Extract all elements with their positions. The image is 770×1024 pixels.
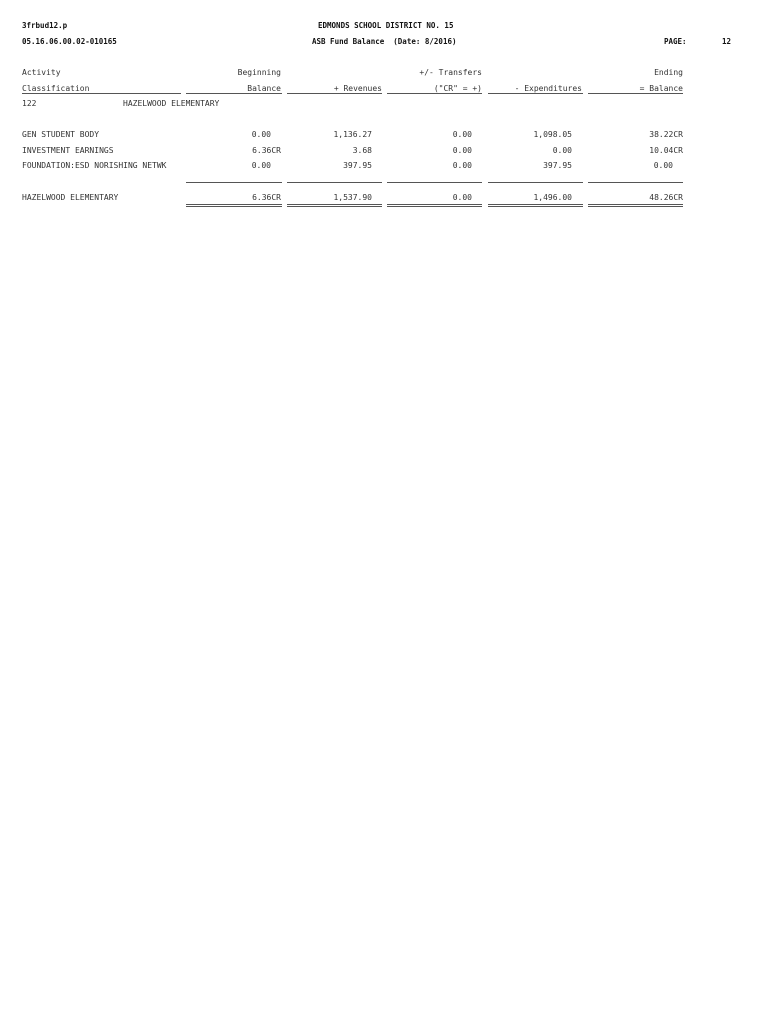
total-expenditures: 1,496.00 [533,193,572,202]
col-ending-header: Ending [654,68,683,77]
header-underline [488,93,583,94]
report-title: ASB Fund Balance (Date: 8/2016) [312,37,457,46]
district-name: EDMONDS SCHOOL DISTRICT NO. 15 [318,21,454,30]
row-beginning: 0.00 [251,130,271,139]
subtotal-rule [186,182,282,183]
subtotal-rule [588,182,683,183]
col-cr-header: ("CR" = +) [433,84,482,93]
col-ending-balance-header: = Balance [639,84,683,93]
row-beginning: 0.00 [251,161,271,170]
total-double-rule [186,204,282,207]
col-expenditures-header: - Expenditures [514,84,582,93]
program-name: 3frbud12.p [22,21,68,30]
row-beginning: 6.36CR [252,146,281,155]
total-double-rule [588,204,683,207]
subtotal-rule [387,182,482,183]
row-transfers: 0.00 [452,161,472,170]
version-code: 05.16.06.00.02-010165 [22,37,117,46]
subtotal-rule [488,182,583,183]
total-double-rule [287,204,382,207]
row-transfers: 0.00 [452,146,472,155]
total-double-rule [488,204,583,207]
header-underline [588,93,683,94]
group-name: HAZELWOOD ELEMENTARY [123,99,220,108]
total-transfers: 0.00 [452,193,472,202]
row-revenues: 1,136.27 [333,130,372,139]
total-beginning: 6.36CR [252,193,281,202]
group-code: 122 [22,99,37,108]
row-expenditures: 1,098.05 [533,130,572,139]
header-underline [186,93,282,94]
total-label: HAZELWOOD ELEMENTARY [22,193,119,202]
header-underline [387,93,482,94]
col-beginning-header: Beginning [237,68,281,77]
header-underline [22,93,181,94]
row-ending: 38.22CR [649,130,683,139]
col-classification-header: Classification [22,84,90,93]
row-expenditures: 397.95 [543,161,572,170]
header-underline [287,93,382,94]
total-revenues: 1,537.90 [333,193,372,202]
row-ending: 10.04CR [649,146,683,155]
row-expenditures: 0.00 [552,146,572,155]
row-activity: INVESTMENT EARNINGS [22,146,114,155]
col-revenues-header: + Revenues [333,84,382,93]
col-activity-header: Activity [22,68,61,77]
row-activity: GEN STUDENT BODY [22,130,100,139]
col-balance-header: Balance [247,84,281,93]
page-number: 12 [722,37,732,46]
subtotal-rule [287,182,382,183]
row-transfers: 0.00 [452,130,472,139]
page-label: PAGE: [664,37,687,46]
row-revenues: 397.95 [343,161,372,170]
row-activity: FOUNDATION:ESD NORISHING NETWK [22,161,167,170]
row-revenues: 3.68 [352,146,372,155]
total-ending: 48.26CR [649,193,683,202]
row-ending: 0.00 [653,161,673,170]
col-transfers-header: +/- Transfers [419,68,482,77]
total-double-rule [387,204,482,207]
